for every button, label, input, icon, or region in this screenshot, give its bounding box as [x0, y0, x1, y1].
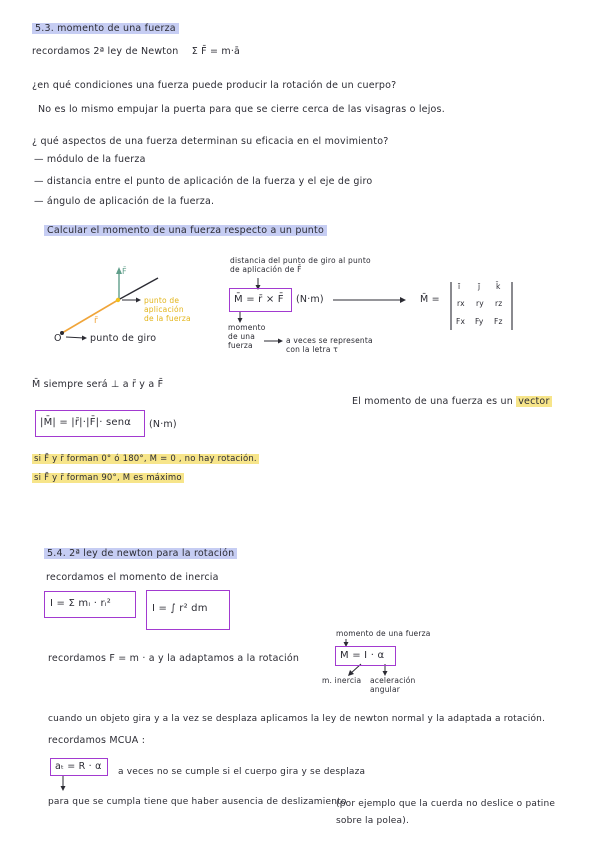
- at-arrowhead: [61, 786, 66, 791]
- slip-note: para que se cumpla tiene que haber ausencia de deslizamiento: [48, 797, 347, 807]
- recall-newton-rotation: recordamos F = m · a y la adaptamos a la rotación: [48, 653, 300, 664]
- subtitle-calcular-momento: Calcular el momento de una fuerza respecto a un punto: [44, 225, 327, 237]
- matrix-cell: rx: [457, 299, 465, 308]
- matrix-lhs: M̄ =: [420, 294, 440, 305]
- inertia-label: m. inercia: [322, 676, 362, 685]
- section-5-3-title: 5.3. momento de una fuerza: [32, 23, 179, 35]
- modulus-formula: |M̄| = |r̄|·|F̄|· senα: [40, 417, 132, 428]
- question-aspects: ¿ qué aspectos de una fuerza determinan su eficacia en el movimiento?: [32, 136, 389, 147]
- section-5-4-title: 5.4. 2ª ley de newton para la rotación: [44, 548, 237, 560]
- matrix-cell: j̄: [478, 282, 481, 291]
- moment-note: momento de una fuerza: [228, 323, 266, 350]
- matrix-cell: rz: [495, 299, 503, 308]
- accel-label: aceleración angular: [370, 676, 416, 694]
- force-label: F̄: [122, 267, 127, 276]
- at-formula: aₜ = R · α: [55, 761, 102, 772]
- question-rotation: ¿en qué condiciones una fuerza puede producir la rotación de un cuerpo?: [32, 80, 397, 91]
- newton-recall: recordamos 2ª ley de Newton Σ F̄ = m·ā: [32, 46, 241, 57]
- at-note: a veces no se cumple si el cuerpo gira y se desplaza: [118, 767, 366, 777]
- matrix-cell: Fx: [456, 317, 466, 326]
- mcua-recall: recordamos MCUA :: [48, 735, 146, 746]
- condition-max: si F̄ y r̄ forman 90°, M es máximo: [34, 473, 182, 483]
- bullet-distancia: — distancia entre el punto de aplicación de la fuerza y el eje de giro: [34, 176, 373, 187]
- origin-label: O: [54, 333, 62, 344]
- distance-note: distancia del punto de giro al punto de aplicación de F̄: [230, 256, 371, 274]
- combined-note: cuando un objeto gira y a la vez se desplaza aplicamos la ley de newton normal y la adaptada a rotación.: [48, 714, 546, 724]
- moment-units: (N·m): [296, 294, 324, 305]
- inertia-recall: recordamos el momento de inercia: [46, 572, 219, 583]
- tau-note: a veces se representa con la letra τ: [286, 336, 373, 354]
- example-note: (por ejemplo que la cuerda no deslice o patine sobre la polea).: [336, 799, 556, 826]
- perpendicular-note: M̄ siempre será ⊥ a r̄ y a F̄: [32, 379, 164, 390]
- inertia-sum: I = Σ mᵢ · rᵢ²: [50, 598, 111, 609]
- pivot-label: punto de giro: [90, 333, 157, 344]
- matrix-cell: ry: [476, 299, 484, 308]
- rotation-formula: M = I · α: [340, 650, 385, 661]
- moment-formula: M̄ = r̄ × F̄: [234, 294, 284, 305]
- matrix-cell: k̄: [496, 282, 501, 291]
- matrix-cell: Fy: [475, 317, 484, 326]
- application-point-label: punto de aplicación de la fuerza: [144, 296, 191, 323]
- bullet-modulo: — módulo de la fuerza: [34, 154, 146, 165]
- modulus-units: (N·m): [149, 419, 177, 430]
- inertia-integral: I = ∫ r² dm: [152, 603, 208, 614]
- matrix-cell: ī: [458, 282, 461, 291]
- vector-note: El momento de una fuerza es un vector: [352, 396, 550, 407]
- r-label: r̄: [94, 316, 98, 326]
- vector-word: vector: [518, 396, 550, 407]
- bullet-angulo: — ángulo de aplicación de la fuerza.: [34, 196, 215, 207]
- matrix-cell: Fz: [494, 317, 503, 326]
- condition-zero: si F̄ y r̄ forman 0° ó 180°, M = 0 , no hay rotación.: [34, 454, 257, 464]
- moment-label: momento de una fuerza: [336, 629, 431, 638]
- answer-door: No es lo mismo empujar la puerta para que se cierre cerca de las visagras o lejos.: [38, 104, 445, 115]
- newton-formula: Σ F̄ = m·ā: [191, 46, 241, 57]
